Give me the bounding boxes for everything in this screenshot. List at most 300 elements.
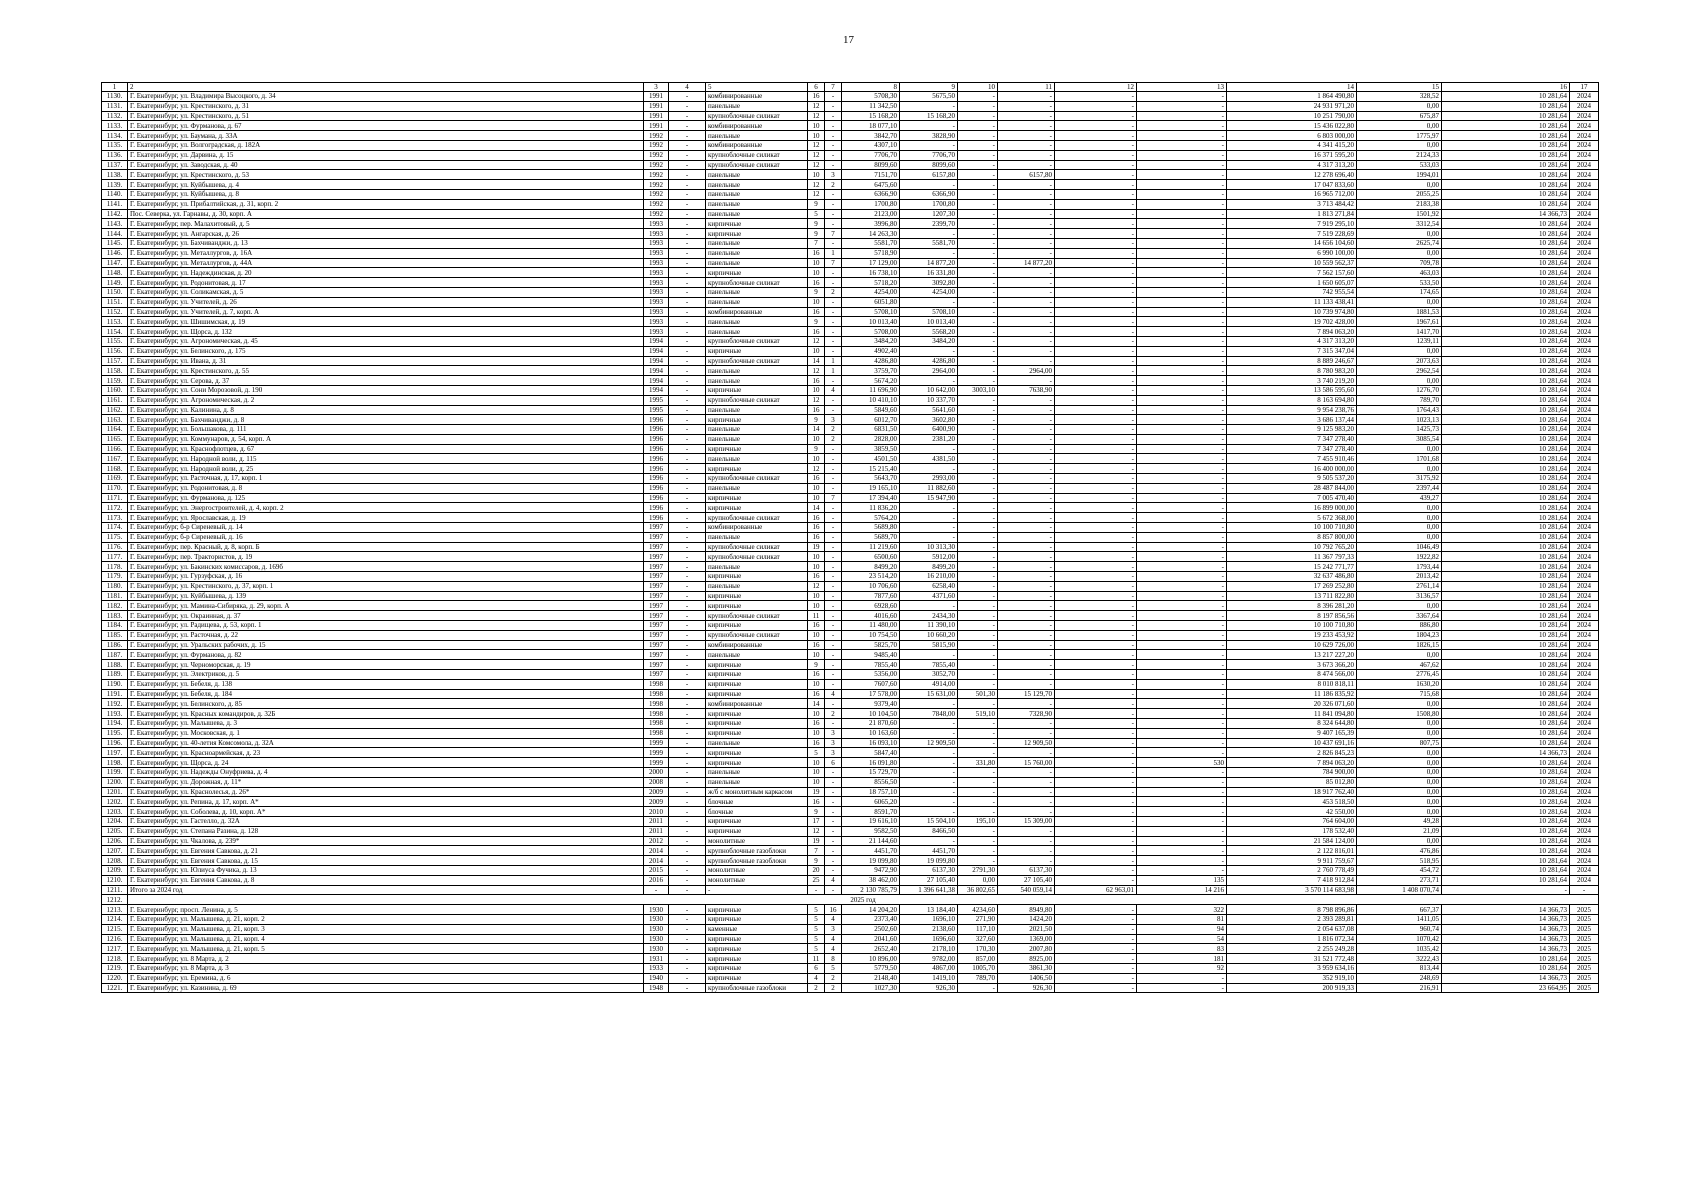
cell-col-14: 9 505 537,20 <box>1227 474 1357 484</box>
cell-col-17: 2024 <box>1570 336 1599 346</box>
cell-col-16: 10 281,64 <box>1442 219 1570 229</box>
cell-col-11: - <box>998 405 1055 415</box>
cell-col-15: 2776,45 <box>1357 670 1442 680</box>
cell-col-4: - <box>669 532 706 542</box>
cell-col-10: - <box>958 307 998 317</box>
cell-col-3: 1931 <box>644 954 669 964</box>
cell-col-14: 2 054 637,08 <box>1227 924 1357 934</box>
cell-col-6: 25 <box>808 875 825 885</box>
cell-col-14: 10 739 974,80 <box>1227 307 1357 317</box>
cell-col-7: 16 <box>825 905 842 915</box>
cell-col-7: - <box>825 679 842 689</box>
cell-col-15: 3222,43 <box>1357 954 1442 964</box>
cell-col-13: - <box>1137 336 1227 346</box>
cell-col-12: - <box>1055 356 1137 366</box>
cell-col-9: 5581,70 <box>900 238 958 248</box>
cell-col-16: 14 366,73 <box>1442 944 1570 954</box>
cell-col-7: - <box>825 483 842 493</box>
cell-col-7: - <box>825 464 842 474</box>
cell-col-14: 7 519 228,69 <box>1227 229 1357 239</box>
cell-col-7: - <box>825 101 842 111</box>
table-row <box>102 307 1599 317</box>
cell-col-12: - <box>1055 738 1137 748</box>
cell-col-15: 1922,82 <box>1357 552 1442 562</box>
cell-col-1: 1145. <box>102 238 128 248</box>
cell-col-16: 10 281,64 <box>1442 425 1570 435</box>
cell-col-16: 10 281,64 <box>1442 199 1570 209</box>
cell-col-1: 1220. <box>102 973 128 983</box>
cell-col-10: - <box>958 581 998 591</box>
cell-col-17: 2024 <box>1570 797 1599 807</box>
cell-col-8: 19 616,10 <box>842 816 900 826</box>
cell-col-8: 18 757,10 <box>842 787 900 797</box>
cell-col-5: панельные <box>706 405 808 415</box>
cell-col-7: - <box>825 787 842 797</box>
cell-col-8: 5708,00 <box>842 327 900 337</box>
cell-col-5: панельные <box>706 238 808 248</box>
cell-col-17: 2024 <box>1570 542 1599 552</box>
cell-col-15: 0,00 <box>1357 797 1442 807</box>
cell-col-1: 1157. <box>102 356 128 366</box>
cell-col-12: - <box>1055 385 1137 395</box>
cell-col-7: 2 <box>825 973 842 983</box>
cell-col-14: 32 637 486,80 <box>1227 572 1357 582</box>
cell-col-13: - <box>1137 728 1227 738</box>
cell-col-4: - <box>669 92 706 102</box>
cell-col-3: 1993 <box>644 278 669 288</box>
cell-col-6: 10 <box>808 562 825 572</box>
cell-col-6: 10 <box>808 493 825 503</box>
cell-col-12: - <box>1055 219 1137 229</box>
cell-col-1: 1142. <box>102 209 128 219</box>
cell-col-8: 7855,40 <box>842 660 900 670</box>
cell-col-5: кирпичные <box>706 493 808 503</box>
cell-col-9: 7855,40 <box>900 660 958 670</box>
cell-col-17: 2024 <box>1570 787 1599 797</box>
cell-col-4: - <box>669 630 706 640</box>
cell-col-4: - <box>669 767 706 777</box>
cell-col-10: 327,60 <box>958 934 998 944</box>
cell-col-16: 10 281,64 <box>1442 856 1570 866</box>
housing-register-table <box>101 82 1599 993</box>
cell-col-17: 2024 <box>1570 307 1599 317</box>
table-row <box>102 356 1599 366</box>
cell-col-11: - <box>998 679 1055 689</box>
cell-col-6: 12 <box>808 150 825 160</box>
cell-col-9: 2399,70 <box>900 219 958 229</box>
cell-col-1: 1132. <box>102 111 128 121</box>
cell-col-12: - <box>1055 699 1137 709</box>
cell-col-1: 1218. <box>102 954 128 964</box>
cell-col-17: 2025 <box>1570 905 1599 915</box>
cell-col-8: 2 130 785,79 <box>842 885 900 895</box>
cell-col-8: 11 836,20 <box>842 503 900 513</box>
cell-col-5: комбинированные <box>706 699 808 709</box>
cell-col-4: - <box>669 415 706 425</box>
cell-col-11: - <box>998 140 1055 150</box>
cell-col-11: - <box>998 670 1055 680</box>
cell-col-16: 10 281,64 <box>1442 121 1570 131</box>
cell-col-4: - <box>669 327 706 337</box>
cell-col-13: 81 <box>1137 914 1227 924</box>
cell-col-13: - <box>1137 983 1227 993</box>
cell-col-2: Г. Екатеринбург, ул. Сони Морозовой, д. 190 <box>128 385 644 395</box>
cell-col-11: - <box>998 719 1055 729</box>
cell-col-17: 2025 <box>1570 924 1599 934</box>
cell-col-3: 1992 <box>644 170 669 180</box>
cell-col-10: - <box>958 297 998 307</box>
cell-col-15: 675,87 <box>1357 111 1442 121</box>
cell-col-17: 2024 <box>1570 552 1599 562</box>
cell-col-8: 5581,70 <box>842 238 900 248</box>
cell-col-1: 1203. <box>102 807 128 817</box>
table-row <box>102 973 1599 983</box>
cell-col-8: 23 514,20 <box>842 572 900 582</box>
cell-col-14: 15 242 771,77 <box>1227 562 1357 572</box>
cell-col-1: 1198. <box>102 758 128 768</box>
cell-col-1: 1188. <box>102 660 128 670</box>
cell-col-6: 14 <box>808 356 825 366</box>
cell-col-16: 10 281,64 <box>1442 640 1570 650</box>
table-row <box>102 268 1599 278</box>
table-row <box>102 376 1599 386</box>
cell-col-1: 1171. <box>102 493 128 503</box>
cell-col-13: - <box>1137 101 1227 111</box>
cell-col-9: 5912,00 <box>900 552 958 562</box>
table-row <box>102 552 1599 562</box>
cell-col-10: - <box>958 199 998 209</box>
cell-col-10: - <box>958 660 998 670</box>
cell-col-8: 10 104,50 <box>842 709 900 719</box>
cell-col-6: 10 <box>808 650 825 660</box>
cell-col-8: 8499,20 <box>842 562 900 572</box>
cell-col-3: 1930 <box>644 905 669 915</box>
table-row <box>102 542 1599 552</box>
cell-col-14: 21 584 124,00 <box>1227 836 1357 846</box>
cell-col-12: - <box>1055 777 1137 787</box>
cell-col-5: крупноблочные силикат <box>706 160 808 170</box>
cell-col-4: - <box>669 425 706 435</box>
cell-col-3: 1997 <box>644 532 669 542</box>
cell-col-6: 11 <box>808 611 825 621</box>
cell-col-11: 7328,90 <box>998 709 1055 719</box>
cell-col-14: 17 269 252,80 <box>1227 581 1357 591</box>
cell-col-13: - <box>1137 777 1227 787</box>
cell-col-17: 2024 <box>1570 621 1599 631</box>
cell-col-6: 2 <box>808 983 825 993</box>
cell-col-10: - <box>958 219 998 229</box>
cell-col-7: - <box>825 297 842 307</box>
cell-col-12: - <box>1055 366 1137 376</box>
cell-col-7: - <box>825 140 842 150</box>
cell-col-4: - <box>669 111 706 121</box>
cell-col-15: 715,68 <box>1357 689 1442 699</box>
cell-col-1: 1161. <box>102 395 128 405</box>
cell-col-17: 2024 <box>1570 728 1599 738</box>
cell-col-1: 1205. <box>102 826 128 836</box>
cell-col-6: 9 <box>808 317 825 327</box>
cell-col-11: 1406,50 <box>998 973 1055 983</box>
cell-col-10: - <box>958 611 998 621</box>
cell-col-7: - <box>825 885 842 895</box>
cell-col-6: 16 <box>808 689 825 699</box>
cell-col-2: Г. Екатеринбург, ул. Коммунаров, д. 54, корп. А <box>128 434 644 444</box>
cell-col-8: 7607,60 <box>842 679 900 689</box>
cell-col-7: 2 <box>825 180 842 190</box>
cell-col-11: 2964,00 <box>998 366 1055 376</box>
cell-col-2: Г. Екатеринбург, ул. Московская, д. 1 <box>128 728 644 738</box>
cell-col-14: 10 629 726,00 <box>1227 640 1357 650</box>
cell-col-4: - <box>669 983 706 993</box>
cell-col-7: - <box>825 268 842 278</box>
cell-col-1: 1165. <box>102 434 128 444</box>
cell-col-6: 9 <box>808 660 825 670</box>
cell-col-16: 10 281,64 <box>1442 278 1570 288</box>
cell-col-16: 10 281,64 <box>1442 92 1570 102</box>
cell-col-1: 1190. <box>102 679 128 689</box>
cell-col-9: - <box>900 748 958 758</box>
cell-col-4: - <box>669 376 706 386</box>
cell-col-7: 2 <box>825 434 842 444</box>
cell-col-10: - <box>958 640 998 650</box>
cell-col-5: панельные <box>706 366 808 376</box>
cell-col-4: - <box>669 954 706 964</box>
table-row <box>102 562 1599 572</box>
cell-col-3: 1999 <box>644 748 669 758</box>
cell-col-15: 667,37 <box>1357 905 1442 915</box>
cell-col-2: Г. Екатеринбург, ул. Народной воли, д. 25 <box>128 464 644 474</box>
cell-col-15: 1764,43 <box>1357 405 1442 415</box>
cell-col-1: 1137. <box>102 160 128 170</box>
cell-col-16: 10 281,64 <box>1442 767 1570 777</box>
cell-col-7: - <box>825 807 842 817</box>
cell-col-3: 1993 <box>644 258 669 268</box>
cell-col-4: - <box>669 611 706 621</box>
cell-col-7: - <box>825 660 842 670</box>
cell-col-7: - <box>825 454 842 464</box>
cell-col-15: 0,00 <box>1357 101 1442 111</box>
table-row <box>102 434 1599 444</box>
cell-col-4: - <box>669 797 706 807</box>
cell-col-12: - <box>1055 189 1137 199</box>
cell-col-5: крупноблочные газоблоки <box>706 983 808 993</box>
cell-col-6: 10 <box>808 121 825 131</box>
table-row <box>102 444 1599 454</box>
cell-col-10: 789,70 <box>958 973 998 983</box>
cell-col-2: Г. Екатеринбург, ул. Фурманова, д. 125 <box>128 493 644 503</box>
cell-col-13: - <box>1137 670 1227 680</box>
cell-col-9: 7848,00 <box>900 709 958 719</box>
cell-col-1: 1177. <box>102 552 128 562</box>
cell-col-6: 12 <box>808 101 825 111</box>
cell-col-8: 5708,30 <box>842 92 900 102</box>
cell-col-7: 7 <box>825 493 842 503</box>
cell-col-1: 1176. <box>102 542 128 552</box>
cell-col-2: Г. Екатеринбург, ул. Ивана, д. 31 <box>128 356 644 366</box>
cell-col-15: 476,86 <box>1357 846 1442 856</box>
cell-col-3: 1998 <box>644 728 669 738</box>
cell-col-6: 10 <box>808 679 825 689</box>
cell-col-12: - <box>1055 150 1137 160</box>
cell-col-17: 2024 <box>1570 140 1599 150</box>
table-row <box>102 787 1599 797</box>
cell-col-6: 16 <box>808 307 825 317</box>
cell-col-8: 9472,90 <box>842 865 900 875</box>
cell-col-7: - <box>825 767 842 777</box>
cell-col-10: - <box>958 493 998 503</box>
cell-col-9: 16 210,00 <box>900 572 958 582</box>
cell-col-8: 6051,80 <box>842 297 900 307</box>
cell-col-16: 10 281,64 <box>1442 611 1570 621</box>
cell-col-15: 2013,42 <box>1357 572 1442 582</box>
cell-col-16: 10 281,64 <box>1442 287 1570 297</box>
cell-col-5: - <box>706 885 808 895</box>
cell-col-14: 3 959 634,16 <box>1227 963 1357 973</box>
cell-col-11: 1369,00 <box>998 934 1055 944</box>
cell-col-13: - <box>1137 170 1227 180</box>
cell-col-13: - <box>1137 767 1227 777</box>
cell-col-6: 20 <box>808 865 825 875</box>
table-row <box>102 131 1599 141</box>
cell-col-1: 1146. <box>102 248 128 258</box>
cell-col-14: 28 487 844,00 <box>1227 483 1357 493</box>
cell-col-13: - <box>1137 425 1227 435</box>
cell-col-2: Г. Екатеринбург, ул. Куйбышева, д. 139 <box>128 591 644 601</box>
section-header-number: 1212. <box>102 895 128 905</box>
cell-col-16: 10 281,64 <box>1442 807 1570 817</box>
cell-col-16: 14 366,73 <box>1442 924 1570 934</box>
cell-col-5: панельные <box>706 327 808 337</box>
cell-col-3: 1992 <box>644 150 669 160</box>
cell-col-9: 19 099,80 <box>900 856 958 866</box>
cell-col-8: 9485,40 <box>842 650 900 660</box>
cell-col-1: 1162. <box>102 405 128 415</box>
cell-col-6: 16 <box>808 640 825 650</box>
cell-col-4: - <box>669 728 706 738</box>
cell-col-10: - <box>958 150 998 160</box>
cell-col-14: 15 436 022,80 <box>1227 121 1357 131</box>
cell-col-4: - <box>669 454 706 464</box>
cell-col-17: 2024 <box>1570 875 1599 885</box>
cell-col-14: 7 894 063,20 <box>1227 327 1357 337</box>
cell-col-16: 10 281,64 <box>1442 180 1570 190</box>
cell-col-2: Г. Екатеринбург, ул. Малышева, д. 21, корп. 4 <box>128 934 644 944</box>
cell-col-6: 14 <box>808 699 825 709</box>
cell-col-1: 1189. <box>102 670 128 680</box>
cell-col-17: 2024 <box>1570 826 1599 836</box>
cell-col-16: 10 281,64 <box>1442 346 1570 356</box>
cell-col-8: 10 896,00 <box>842 954 900 964</box>
cell-col-10: 36 802,65 <box>958 885 998 895</box>
cell-col-2: Г. Екатеринбург, ул. Крестинского, д. 37, корп. 1 <box>128 581 644 591</box>
cell-col-8: 16 738,10 <box>842 268 900 278</box>
cell-col-4: - <box>669 944 706 954</box>
cell-col-5: панельные <box>706 650 808 660</box>
cell-col-4: - <box>669 258 706 268</box>
table-row <box>102 513 1599 523</box>
cell-col-2: Г. Екатеринбург, ул. Серова, д. 37 <box>128 376 644 386</box>
cell-col-2: Г. Екатеринбург, ул. Белинского, д. 85 <box>128 699 644 709</box>
cell-col-10: - <box>958 797 998 807</box>
cell-col-9: - <box>900 464 958 474</box>
cell-col-6: 10 <box>808 777 825 787</box>
cell-col-15: 2183,38 <box>1357 199 1442 209</box>
cell-col-9: 8499,20 <box>900 562 958 572</box>
cell-col-12: - <box>1055 209 1137 219</box>
cell-col-11: - <box>998 660 1055 670</box>
cell-col-7: 2 <box>825 425 842 435</box>
cell-col-9: 3092,80 <box>900 278 958 288</box>
cell-col-13: - <box>1137 611 1227 621</box>
cell-col-5: каменные <box>706 924 808 934</box>
cell-col-7: 1 <box>825 356 842 366</box>
cell-col-8: 16 091,80 <box>842 758 900 768</box>
cell-col-12: - <box>1055 709 1137 719</box>
cell-col-12: - <box>1055 934 1137 944</box>
cell-col-8: 11 696,90 <box>842 385 900 395</box>
cell-col-2: Г. Екатеринбург, ул. Чкалова, д. 239* <box>128 836 644 846</box>
cell-col-14: 11 133 438,41 <box>1227 297 1357 307</box>
cell-col-15: 2073,63 <box>1357 356 1442 366</box>
cell-col-9: 6137,30 <box>900 865 958 875</box>
cell-col-11: - <box>998 856 1055 866</box>
cell-col-17: 2024 <box>1570 180 1599 190</box>
cell-col-5: панельные <box>706 209 808 219</box>
cell-col-11: - <box>998 493 1055 503</box>
cell-col-5: крупноблочные силикат <box>706 611 808 621</box>
cell-col-13: - <box>1137 268 1227 278</box>
cell-col-17: 2024 <box>1570 856 1599 866</box>
cell-col-9: 1696,60 <box>900 934 958 944</box>
cell-col-9: 3602,80 <box>900 415 958 425</box>
cell-col-5: кирпичные <box>706 748 808 758</box>
table-row <box>102 934 1599 944</box>
cell-col-4: - <box>669 836 706 846</box>
cell-col-7: 3 <box>825 415 842 425</box>
cell-col-6: 12 <box>808 826 825 836</box>
cell-col-17: 2024 <box>1570 395 1599 405</box>
cell-col-7: 1 <box>825 366 842 376</box>
table-row <box>102 189 1599 199</box>
cell-col-12: - <box>1055 140 1137 150</box>
cell-col-4: - <box>669 395 706 405</box>
cell-col-2: Г. Екатеринбург, ул. Родонитовая, д. 17 <box>128 278 644 288</box>
cell-col-4: - <box>669 748 706 758</box>
cell-col-5: панельные <box>706 454 808 464</box>
cell-col-6: 12 <box>808 581 825 591</box>
cell-col-5: панельные <box>706 287 808 297</box>
cell-col-3: 1996 <box>644 513 669 523</box>
cell-col-5: кирпичные <box>706 670 808 680</box>
cell-col-7: - <box>825 513 842 523</box>
cell-col-15: 0,00 <box>1357 248 1442 258</box>
cell-col-17: 2024 <box>1570 150 1599 160</box>
section-header-year: 2025 год <box>128 895 1599 905</box>
cell-col-17: 2024 <box>1570 562 1599 572</box>
cell-col-14: 85 012,80 <box>1227 777 1357 787</box>
cell-col-13: - <box>1137 601 1227 611</box>
cell-col-8: 4451,70 <box>842 846 900 856</box>
cell-col-12: - <box>1055 307 1137 317</box>
cell-col-17: 2024 <box>1570 92 1599 102</box>
cell-col-16: 10 281,64 <box>1442 111 1570 121</box>
cell-col-9: 15 631,00 <box>900 689 958 699</box>
cell-col-4: - <box>669 189 706 199</box>
cell-col-6: 10 <box>808 131 825 141</box>
cell-col-17: 2024 <box>1570 660 1599 670</box>
cell-col-10: 117,10 <box>958 924 998 934</box>
cell-col-14: 2 255 249,28 <box>1227 944 1357 954</box>
